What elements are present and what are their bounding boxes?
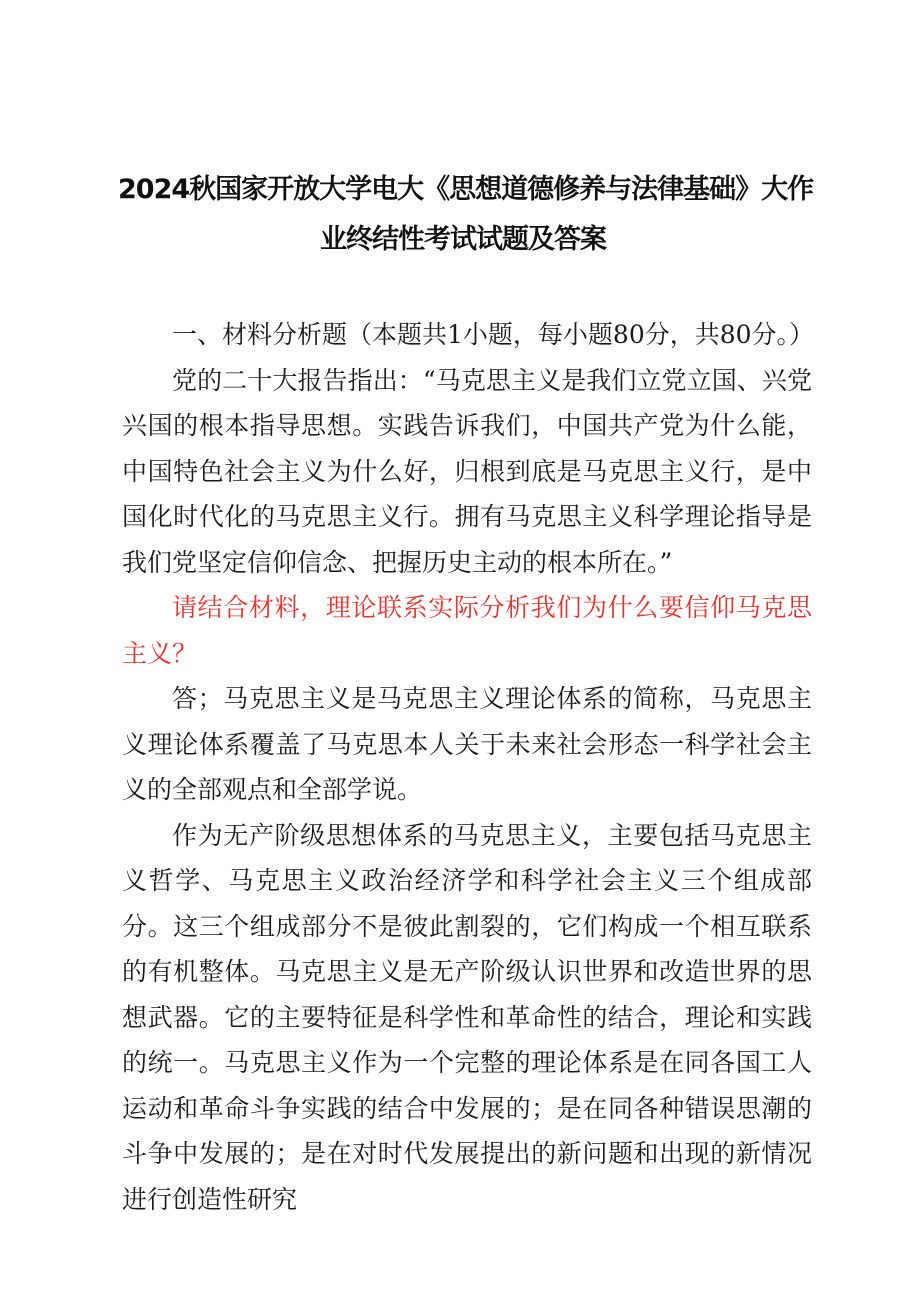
material-paragraph: 党的二十大报告指出：“马克思主义是我们立党立国、兴党兴国的根本指导思想。实践告诉我们，中国共产党为什么能，中国特色社会主义为什么好，归根到底是马克思主义行，是中国化时代化的马克思主义行。拥有马克思主义科学理论指导是我们党坚定信仰信念、把握历史主动的根本所在。” xyxy=(122,365,812,577)
title-line-1: 2024秋国家开放大学电大《思想道德修养与法律基础》大作 xyxy=(118,174,814,205)
title-line-2: 业终结性考试试题及答案 xyxy=(320,224,606,255)
answer-paragraph-2: 作为无产阶级思想体系的马克思主义，主要包括马克思主义哲学、马克思主义政治经济学和科学社会主义三个组成部分。这三个组成部分不是彼此割裂的，它们构成一个相互联系的有机整体。马克思主义是无产阶级认识世界和改造世界的思想武器。它的主要特征是科学性和革命性的结合，理论和实践的统一。马克思主义作为一个完整的理论体系是在同各国工人运动和革命斗争实践的结合中发展的；是在同各种错误思潮的斗争中发展的；是在对时代发展提出的新问题和出现的新情况进行创造性研究 xyxy=(122,820,812,1214)
question-text: 请结合材料，理论联系实际分析我们为什么要信仰马克思主义？ xyxy=(122,593,812,668)
document-body xyxy=(122,312,815,1222)
section-heading: 一、材料分析题（本题共1小题，每小题80分，共80分。） xyxy=(172,320,815,349)
answer-paragraph-1: 答；马克思主义是马克思主义理论体系的简称，马克思主义理论体系覆盖了马克思本人关于未来社会形态一科学社会主义的全部观点和全部学说。 xyxy=(122,684,812,804)
document-title xyxy=(118,165,814,265)
